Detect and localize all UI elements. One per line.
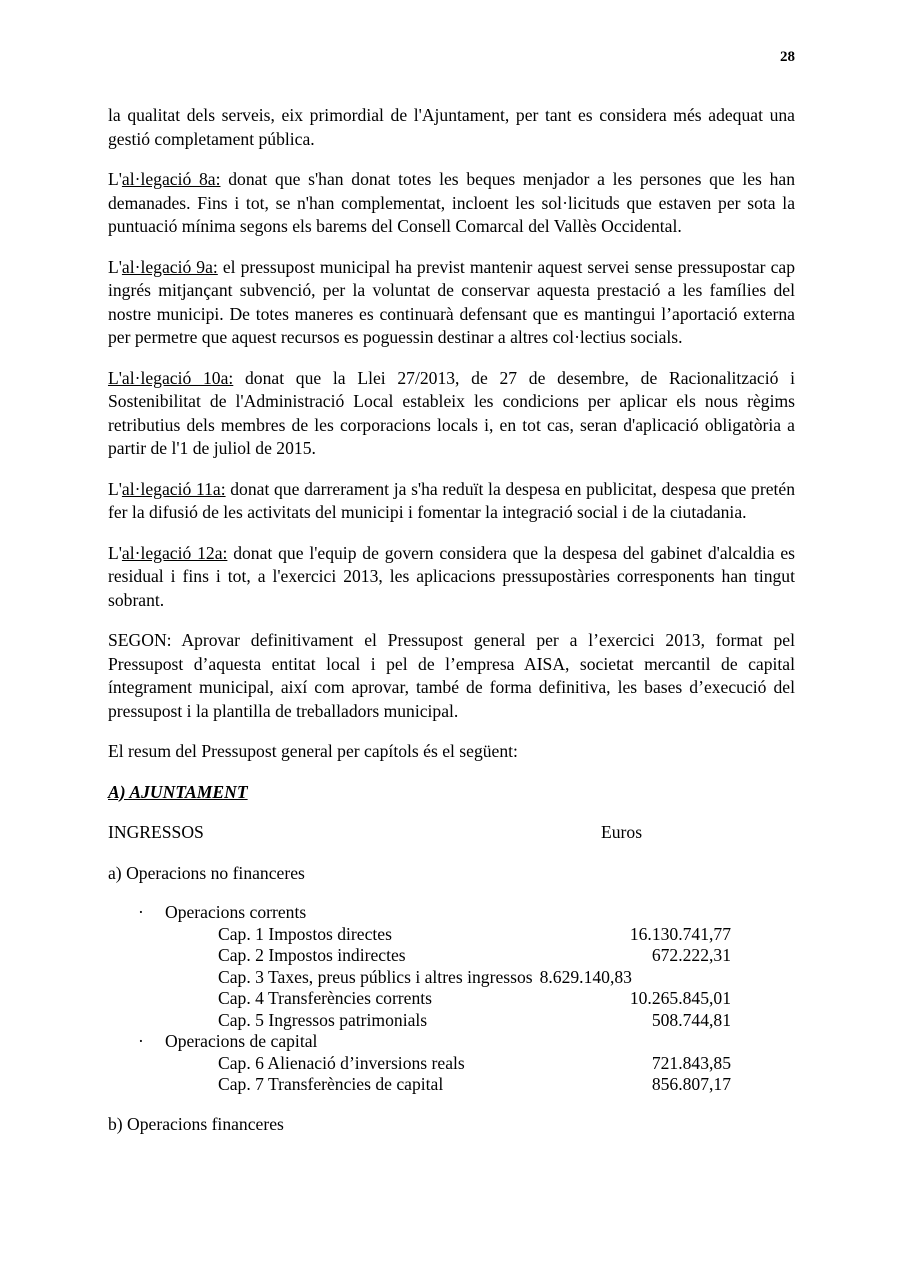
paragraph-text: el pressupost municipal ha previst mantenir aquest servei sense pressupostar cap ingrés mitjançant subvenció, per la voluntat de conservar aquesta prestació a les famílies del nostre municipi. De totes maneres es continuarà defensant que es mantingui l’aportació externa per permetre que aquest recursos es poguessin destinar a altres col·lectius socials.: [108, 256, 795, 347]
lead-underlined: al·legació 8a:: [121, 169, 221, 189]
budget-table: [108, 902, 795, 1096]
lead-underlined: al·legació 9a:: [121, 256, 218, 277]
row-label: Cap. 7 Transferències de capital: [218, 1074, 444, 1094]
lead-plain: L': [108, 169, 122, 189]
lead-underlined: L'al·legació 10a:: [108, 367, 234, 388]
row-amount: 672.222,31: [651, 945, 731, 965]
row-amount: 8.629.140,83: [539, 966, 632, 987]
paragraph-segon: [108, 629, 795, 723]
table-row: [108, 1053, 795, 1075]
lead-plain: L': [108, 542, 122, 563]
paragraph-allegacio-9a: [108, 256, 795, 350]
lead-plain: L': [108, 478, 122, 499]
paragraph-text: la qualitat dels serveis, eix primordial de l'Ajuntament, per tant es considera més adequat una gestió completament pública.: [108, 105, 795, 149]
paragraph-text: donat que la Llei 27/2013, de 27 de desembre, de Racionalització i Sostenibilitat de l'Administració Local estableix les condicions per aplicar els nous règims retributius dels membres de les corporacions locals i, en tot cas, seran d'aplicació obligatòria a partir de l'1 de juliol de 2015.: [108, 367, 795, 458]
table-row: [108, 967, 795, 989]
row-label: Cap. 1 Impostos directes: [218, 923, 392, 944]
subsection-a-label: a) Operacions no financeres: [108, 862, 305, 883]
paragraph-intro: [108, 104, 795, 151]
table-row: [108, 924, 795, 946]
paragraph-text: donat que l'equip de govern considera que la despesa del gabinet d'alcaldia es residual i fins i tot, a l'exercici 2013, les aplicacions pressupostàries corresponents han tingut sobrant.: [108, 542, 795, 610]
row-amount: 856.807,17: [651, 1074, 731, 1094]
budget-group-header: [108, 1031, 795, 1053]
paragraph-allegacio-8a: [108, 168, 795, 239]
document-body: [108, 104, 795, 1153]
paragraph-allegacio-10a: [108, 367, 795, 461]
paragraph-text: El resum del Pressupost general per capítols és el següent:: [108, 741, 518, 761]
row-amount: 16.130.741,77: [629, 923, 731, 944]
table-row: [108, 945, 795, 967]
paragraph-allegacio-12a: [108, 542, 795, 613]
paragraph-allegacio-11a: [108, 478, 795, 525]
row-amount: 508.744,81: [651, 1009, 731, 1030]
row-label: Cap. 2 Impostos indirectes: [218, 945, 406, 965]
table-header-row: [108, 821, 795, 845]
page-number: 28: [780, 49, 795, 65]
row-amount: 10.265.845,01: [629, 988, 731, 1008]
paragraph-text: donat que darrerament ja s'ha reduït la despesa en publicitat, despesa que pretén fer la difusió de les activitats del municipi i fomentar la integració social i de la ciutadania.: [108, 478, 795, 522]
row-inline-group: [218, 967, 632, 989]
row-label: Cap. 6 Alienació d’inversions reals: [218, 1052, 465, 1073]
row-amount: 721.843,85: [651, 1052, 731, 1073]
paragraph-resum: [108, 740, 795, 764]
paragraph-text: donat que s'han donat totes les beques menjador a les persones que les han demanades. Fins i tot, se n'han complementat, incloent les sol·licituds que estaven per sota la puntuació mínima segons els barems del Consell Comarcal del Vallès Occidental.: [108, 169, 795, 236]
section-heading-ajuntament: [108, 781, 795, 805]
table-row: [108, 1010, 795, 1032]
lead-underlined: al·legació 11a:: [121, 478, 226, 499]
lead-plain: L': [108, 256, 122, 277]
bullet-icon: ·: [138, 1031, 144, 1051]
section-heading-text: A) AJUNTAMENT: [108, 781, 248, 802]
bullet-icon: ·: [138, 902, 144, 922]
budget-group-header: [108, 902, 795, 924]
paragraph-text: SEGON: Aprovar definitivament el Pressupost general per a l’exercici 2013, format pel Pressupost d’aquesta entitat local i pel de l’empresa AISA, societat mercantil de capital íntegrament municipal, així com aprovar, també de forma definitiva, les bases d’execució del pressupost i la plantilla de treballadors municipal.: [108, 630, 795, 721]
lead-underlined: al·legació 12a:: [121, 542, 228, 563]
table-row: [108, 988, 795, 1010]
budget-group-name: Operacions de capital: [165, 1031, 318, 1051]
table-header-label: INGRESSOS: [108, 822, 204, 842]
table-header-currency: Euros: [601, 822, 643, 842]
row-label: Cap. 4 Transferències corrents: [218, 988, 433, 1008]
table-row: [108, 1074, 795, 1096]
row-label: Cap. 3 Taxes, preus públics i altres ingressos: [218, 966, 533, 987]
row-label: Cap. 5 Ingressos patrimonials: [218, 1009, 428, 1030]
subsection-b-label: b) Operacions financeres: [108, 1113, 284, 1134]
budget-group-name: Operacions corrents: [165, 902, 307, 922]
